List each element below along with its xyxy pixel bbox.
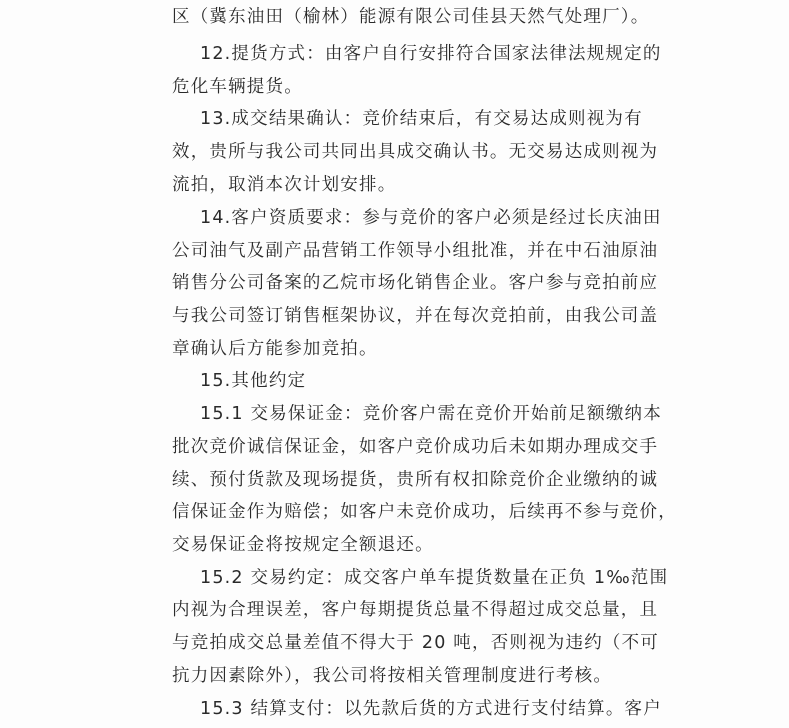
paragraph-line: 交易保证金将按规定全额退还。 [172,535,434,555]
paragraph-line: 13.成交结果确认：竞价结束后，有交易达成则视为有 [200,109,643,129]
paragraph-line: 批次竞价诚信保证金，如客户竞价成功后未如期办理成交手 [172,437,659,457]
paragraph-line: 14.客户资质要求：参与竞价的客户必须是经过长庆油田 [200,208,662,228]
paragraph-line: 公司油气及副产品营销工作领导小组批准，并在中石油原油 [172,241,659,261]
paragraph-line: 12.提货方式：由客户自行安排符合国家法律法规规定的 [200,44,662,64]
paragraph-line: 与我公司签订销售框架协议，并在每次竞拍前，由我公司盖 [172,306,659,326]
paragraph-line: 信保证金作为赔偿；如客户未竞价成功，后续再不参与竞价， [172,502,677,522]
paragraph-line: 区（冀东油田（榆林）能源有限公司佳县天然气处理厂）。 [172,7,650,27]
paragraph-line: 流拍，取消本次计划安排。 [172,175,397,195]
paragraph-line: 抗力因素除外），我公司将按相关管理制度进行考核。 [172,666,613,686]
paragraph-line: 章确认后方能参加竞拍。 [172,339,378,359]
paragraph-line: 销售分公司备案的乙烷市场化销售企业。客户参与竞拍前应 [172,273,659,293]
section-heading: 15.其他约定 [200,371,307,391]
paragraph-line: 15.3 结算支付：以先款后货的方式进行支付结算。客户 [200,699,662,719]
paragraph-line: 危化车辆提货。 [172,77,303,97]
paragraph-line: 效，贵所与我公司共同出具成交确认书。无交易达成则视为 [172,142,659,162]
paragraph-line: 15.1 交易保证金：竞价客户需在竞价开始前足额缴纳本 [200,404,662,424]
paragraph-line: 与竞拍成交总量差值不得大于 20 吨，否则视为违约（不可 [172,633,659,653]
paragraph-line: 续、预付货款及现场提货，贵所有权扣除竞价企业缴纳的诚 [172,470,659,490]
paragraph-line: 内视为合理误差，客户每期提货总量不得超过成交总量，且 [172,600,659,620]
paragraph-line: 15.2 交易约定：成交客户单车提货数量在正负 1‰范围 [200,568,669,588]
